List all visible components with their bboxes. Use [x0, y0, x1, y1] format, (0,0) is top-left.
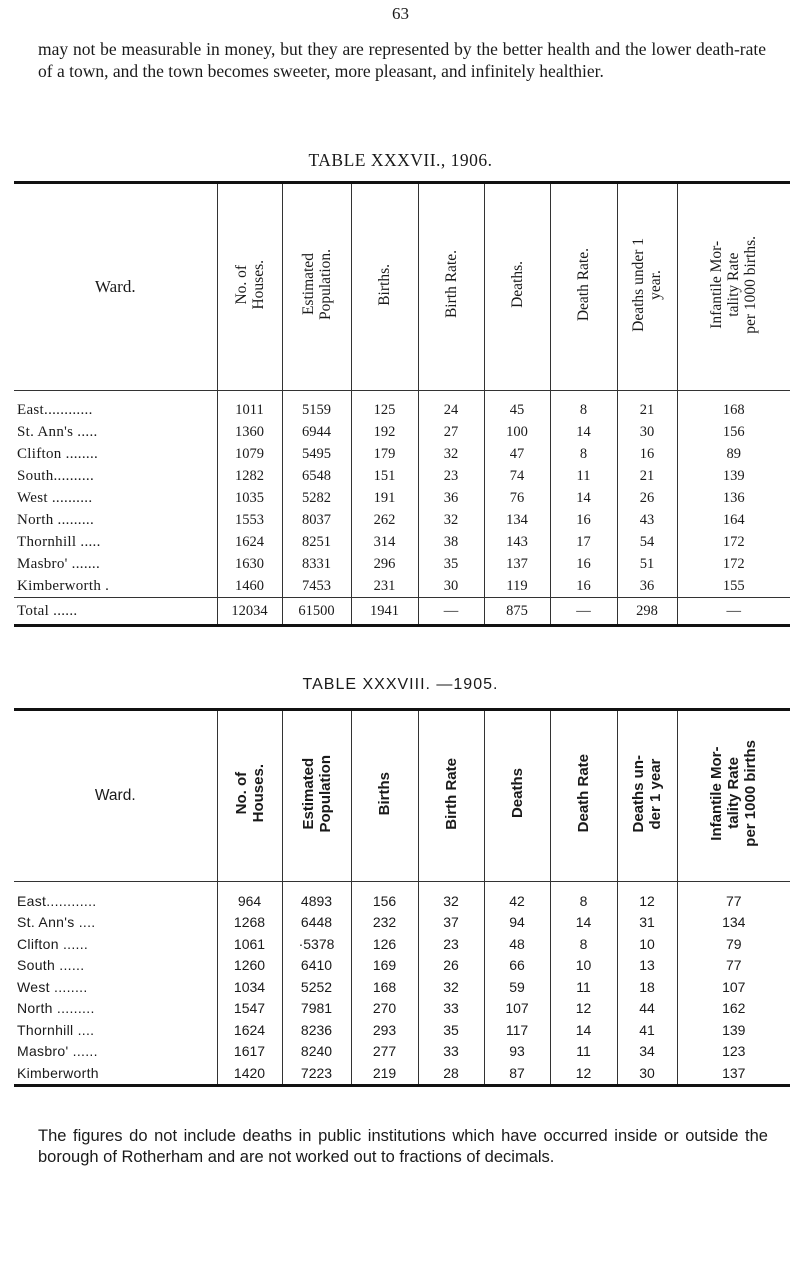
header-population: Estimated Population. [282, 183, 351, 391]
table-cell: 107 [484, 998, 550, 1020]
table-total-row [14, 598, 790, 626]
table-cell: 45 [484, 391, 550, 422]
table-cell: 12 [617, 882, 677, 912]
table-cell: 1360 [217, 421, 282, 443]
table-cell: 23 [418, 933, 484, 955]
table-cell: 30 [418, 575, 484, 598]
ward-name-cell: St. Ann's .... [14, 912, 217, 934]
table-cell: 51 [617, 553, 677, 575]
table-cell: 14 [550, 487, 617, 509]
table-cell: 8 [550, 391, 617, 422]
table-row [14, 487, 790, 509]
table-cell: 11 [550, 465, 617, 487]
table-cell: 126 [351, 933, 418, 955]
table-cell: 155 [722, 577, 745, 594]
table-cell: 139 [722, 467, 745, 484]
table-cell: 21 [617, 391, 677, 422]
table-cell: 125 [351, 391, 418, 422]
table-cell: 232 [351, 912, 418, 934]
table-cell: 42 [484, 882, 550, 912]
table-cell: 139 [722, 1021, 746, 1038]
table-cell: 35 [418, 553, 484, 575]
header-infantile-mortality: Infantile Mor- tality Rate per 1000 births [677, 710, 790, 882]
table-cell: 93 [484, 1041, 550, 1063]
table-cell: 33 [418, 1041, 484, 1063]
table-cell: 136 [722, 489, 745, 506]
table-cell: 59 [484, 976, 550, 998]
header-deaths-under-1: Deaths un- der 1 year [617, 710, 677, 882]
table-cell: 314 [351, 531, 418, 553]
table-cell: 66 [484, 955, 550, 977]
ward-name-cell: East............ [14, 882, 217, 912]
ward-name-cell: Masbro' ....... [14, 553, 217, 575]
total-cell: — [677, 598, 790, 626]
table-cell: 293 [351, 1019, 418, 1041]
ward-name-cell: Clifton ...... [14, 933, 217, 955]
total-cell: 298 [617, 598, 677, 626]
table-cell: 18 [617, 976, 677, 998]
header-ward: Ward. [14, 183, 217, 391]
table-cell: 77 [725, 892, 742, 909]
ward-name-cell: Clifton ........ [14, 443, 217, 465]
table-cell: 8331 [282, 553, 351, 575]
ward-name-cell: East............ [14, 391, 217, 422]
table-cell: 169 [351, 955, 418, 977]
table-cell: 1624 [217, 1019, 282, 1041]
table-cell: 1061 [217, 933, 282, 955]
table-cell: 26 [418, 955, 484, 977]
table-row [14, 531, 790, 553]
ward-name-cell: North ......... [14, 998, 217, 1020]
table-cell: 47 [484, 443, 550, 465]
ward-name-cell: Thornhill ..... [14, 531, 217, 553]
table-cell: 24 [418, 391, 484, 422]
table-cell: 31 [617, 912, 677, 934]
table-cell: 192 [351, 421, 418, 443]
table-cell: 6410 [282, 955, 351, 977]
table-cell: 168 [722, 401, 745, 418]
table-cell: 123 [722, 1043, 746, 1060]
table-cell: 231 [351, 575, 418, 598]
table-cell: 32 [418, 882, 484, 912]
table-cell: 16 [550, 575, 617, 598]
table-row [14, 575, 790, 598]
table-cell: 7223 [282, 1062, 351, 1085]
table-cell: 74 [484, 465, 550, 487]
table-cell: 37 [418, 912, 484, 934]
table-cell: 1460 [217, 575, 282, 598]
table-cell: 30 [617, 421, 677, 443]
ward-name-cell: Kimberworth [14, 1062, 217, 1085]
table-cell: 1079 [217, 443, 282, 465]
table-cell: 12 [550, 1062, 617, 1085]
ward-name-cell: South ...... [14, 955, 217, 977]
table-cell: 89 [726, 445, 741, 462]
table-cell: 11 [550, 1041, 617, 1063]
ward-name-cell: St. Ann's ..... [14, 421, 217, 443]
table-cell: 134 [722, 914, 746, 931]
header-births: Births. [351, 183, 418, 391]
table-cell: 8037 [282, 509, 351, 531]
table-cell: 107 [722, 978, 746, 995]
table-cell: 26 [617, 487, 677, 509]
table-cell: 1282 [217, 465, 282, 487]
table-cell: 28 [418, 1062, 484, 1085]
table-cell: 16 [550, 509, 617, 531]
table-cell: 35 [418, 1019, 484, 1041]
table-cell: 219 [351, 1062, 418, 1085]
table-cell: 77 [725, 957, 742, 974]
table-row [14, 553, 790, 575]
table-row [14, 465, 790, 487]
table-cell: ·5378 [282, 933, 351, 955]
table-cell: 1617 [217, 1041, 282, 1063]
header-ward: Ward. [14, 710, 217, 882]
ward-name-cell: South.......... [14, 465, 217, 487]
header-death-rate: Death Rate. [550, 183, 617, 391]
table-cell: 32 [418, 509, 484, 531]
table-cell: 36 [418, 487, 484, 509]
table-cell: 151 [351, 465, 418, 487]
total-label-cell: Total ...... [14, 598, 217, 626]
table-row [14, 421, 790, 443]
table-row [14, 1019, 790, 1041]
ward-name-cell: Thornhill .... [14, 1019, 217, 1041]
table-cell: 54 [617, 531, 677, 553]
total-cell: 12034 [217, 598, 282, 626]
table-cell: 30 [617, 1062, 677, 1085]
table-row [14, 998, 790, 1020]
total-cell: 875 [484, 598, 550, 626]
table-cell: 43 [617, 509, 677, 531]
table-cell: 6548 [282, 465, 351, 487]
table-cell: 162 [722, 1000, 746, 1017]
table-cell: 179 [351, 443, 418, 465]
table-cell: 119 [484, 575, 550, 598]
table-cell: 6944 [282, 421, 351, 443]
table-cell: 172 [722, 555, 745, 572]
table-cell: 13 [617, 955, 677, 977]
table-row [14, 443, 790, 465]
table-cell: 1553 [217, 509, 282, 531]
total-cell: 1941 [351, 598, 418, 626]
table-cell: 32 [418, 976, 484, 998]
table-cell: 7981 [282, 998, 351, 1020]
table-1906 [14, 181, 790, 627]
table-cell: 23 [418, 465, 484, 487]
table-cell: 44 [617, 998, 677, 1020]
table-row [14, 1062, 790, 1085]
total-cell: 61500 [282, 598, 351, 626]
table-cell: 94 [484, 912, 550, 934]
table-cell: 1420 [217, 1062, 282, 1085]
table-cell: 14 [550, 1019, 617, 1041]
table-cell: 277 [351, 1041, 418, 1063]
table-cell: 16 [550, 553, 617, 575]
table-cell: 262 [351, 509, 418, 531]
table-cell: 32 [418, 443, 484, 465]
table-cell: 156 [722, 423, 745, 440]
table-cell: 156 [351, 882, 418, 912]
table-cell: 14 [550, 421, 617, 443]
table-body [14, 391, 790, 626]
ward-name-cell: West ........ [14, 976, 217, 998]
table-cell: 4893 [282, 882, 351, 912]
table-row [14, 976, 790, 998]
table-cell: 1624 [217, 531, 282, 553]
table-cell: 14 [550, 912, 617, 934]
header-death-rate: Death Rate [550, 710, 617, 882]
table-cell: 1260 [217, 955, 282, 977]
table-cell: 41 [617, 1019, 677, 1041]
table-cell: 100 [484, 421, 550, 443]
table-cell: 1034 [217, 976, 282, 998]
page-number: 63 [392, 4, 409, 23]
table-cell: 6448 [282, 912, 351, 934]
ward-name-cell: Masbro' ...... [14, 1041, 217, 1063]
header-population: Estimated Population [282, 710, 351, 882]
table-cell: 36 [617, 575, 677, 598]
table-cell: 38 [418, 531, 484, 553]
table-cell: 172 [722, 533, 745, 550]
table-cell: 8251 [282, 531, 351, 553]
header-infantile-mortality: Infantile Mor- tality Rate per 1000 births. [677, 183, 790, 391]
header-houses: No. of Houses. [217, 183, 282, 391]
table-cell: 164 [722, 511, 745, 528]
total-cell: — [418, 598, 484, 626]
table-cell: 1547 [217, 998, 282, 1020]
ward-name-cell: West .......... [14, 487, 217, 509]
table-cell: 16 [617, 443, 677, 465]
table-cell: 10 [617, 933, 677, 955]
table-cell: 7453 [282, 575, 351, 598]
header-births: Births [351, 710, 418, 882]
table-row [14, 391, 790, 422]
table-cell: 21 [617, 465, 677, 487]
table-cell: 11 [550, 976, 617, 998]
table-cell: 12 [550, 998, 617, 1020]
table-cell: 27 [418, 421, 484, 443]
table-cell: 76 [484, 487, 550, 509]
table-cell: 8240 [282, 1041, 351, 1063]
table-cell: 1011 [217, 391, 282, 422]
table-cell: 270 [351, 998, 418, 1020]
table-cell: 8236 [282, 1019, 351, 1041]
table-cell: 1035 [217, 487, 282, 509]
table-cell: 10 [550, 955, 617, 977]
table-cell: 5282 [282, 487, 351, 509]
table-row [14, 955, 790, 977]
table-cell: 143 [484, 531, 550, 553]
table-header-row [14, 183, 790, 391]
header-deaths: Deaths. [484, 183, 550, 391]
table-cell: 34 [617, 1041, 677, 1063]
header-deaths-under-1: Deaths under 1 year. [617, 183, 677, 391]
table-row [14, 933, 790, 955]
table-cell: 87 [484, 1062, 550, 1085]
table-cell: 48 [484, 933, 550, 955]
header-houses: No. of Houses. [217, 710, 282, 882]
table-cell: 296 [351, 553, 418, 575]
table-row [14, 912, 790, 934]
table-cell: 8 [550, 882, 617, 912]
table-1905 [14, 708, 790, 1087]
table-cell: 8 [550, 443, 617, 465]
table-cell: 168 [351, 976, 418, 998]
table-row [14, 1041, 790, 1063]
table-cell: 1630 [217, 553, 282, 575]
ward-name-cell: North ......... [14, 509, 217, 531]
footnote: The figures do not include deaths in public institutions which have occurred inside or outside the borough of Rotherham and are not worked out to fractions of decimals. [38, 1127, 768, 1166]
table-caption-1906: TABLE XXXVII., 1906. [308, 150, 493, 170]
header-birth-rate: Birth Rate. [418, 183, 484, 391]
table-cell: 117 [484, 1019, 550, 1041]
table-cell: 137 [484, 553, 550, 575]
table-cell: 191 [351, 487, 418, 509]
table-cell: 5252 [282, 976, 351, 998]
total-cell: — [550, 598, 617, 626]
table-caption-1905: TABLE XXXVIII. —1905. [302, 676, 499, 693]
header-birth-rate: Birth Rate [418, 710, 484, 882]
table-header-row [14, 710, 790, 882]
table-row [14, 509, 790, 531]
intro-paragraph: may not be measurable in money, but they are represented by the better health and the lower death-rate of a town, and the town becomes sweeter, more pleasant, and infinitely healthier. [38, 39, 766, 81]
table-cell: 964 [217, 882, 282, 912]
header-deaths: Deaths [484, 710, 550, 882]
table-cell: 134 [484, 509, 550, 531]
table-body [14, 882, 790, 1086]
ward-name-cell: Kimberworth . [14, 575, 217, 598]
table-cell: 5159 [282, 391, 351, 422]
table-cell: 137 [677, 1062, 790, 1085]
table-cell: 8 [550, 933, 617, 955]
table-cell: 5495 [282, 443, 351, 465]
table-cell: 17 [550, 531, 617, 553]
table-cell: 33 [418, 998, 484, 1020]
table-cell: 1268 [217, 912, 282, 934]
table-cell: 79 [725, 935, 742, 952]
table-row [14, 882, 790, 912]
